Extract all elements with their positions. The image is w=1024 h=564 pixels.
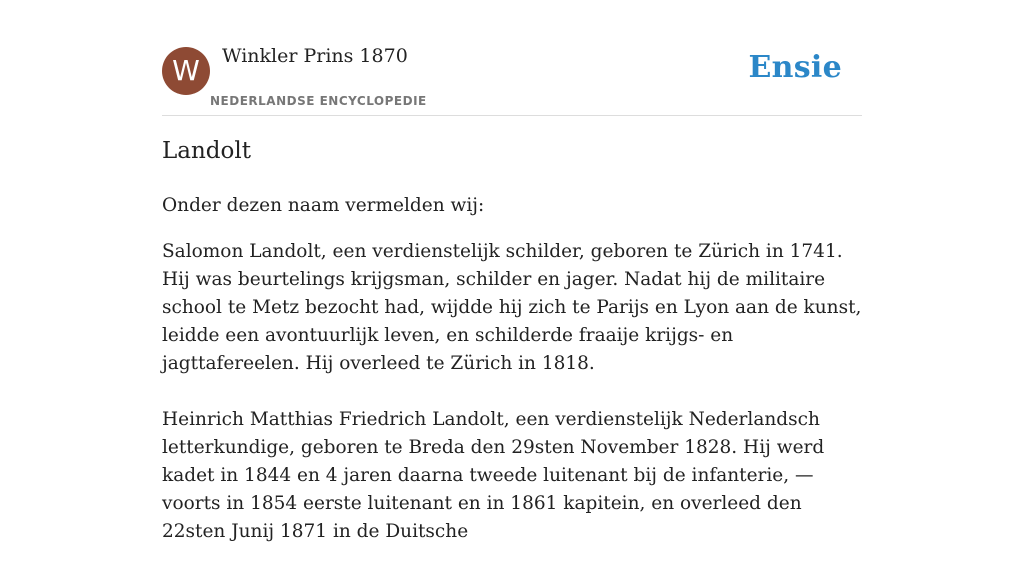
source-title-link[interactable]: Winkler Prins 1870 (222, 45, 408, 67)
site-header (162, 0, 862, 116)
article-entry-heinrich: Heinrich Matthias Friedrich Landolt, een verdienstelijk Nederlandsch letterkundige, geboren te Breda den 29sten November 1828. Hij werd kadet in 1844 en 4 jaren daarna tweede luitenant bij de infanterie, — voorts in 1854 eerste luitenant en in 1861 kapitein, en overleed den 22sten Junij 1871 in de Duitsche (162, 409, 825, 542)
page-container (162, 0, 862, 542)
source-avatar[interactable]: W (162, 47, 210, 95)
article-entry-salomon: Salomon Landolt, een verdienstelijk schilder, geboren te Zürich in 1741. Hij was beurtelings krijgsman, schilder en jager. Nadat hij de militaire school te Metz bezocht had, wijdde hij zich te Parijs en Lyon aan de kunst, leidde een avontuurlijk leven, en schilderde fraaije krijgs- en jagttafereelen. Hij overleed te Zürich in 1818. (162, 241, 862, 374)
ensie-logo[interactable]: Ensie (748, 50, 842, 85)
article-intro: Onder dezen naam vermelden wij: (162, 195, 485, 216)
article-title: Landolt (162, 138, 251, 164)
source-subtitle: NEDERLANDSE ENCYCLOPEDIE (210, 94, 427, 108)
article-body (162, 192, 862, 564)
